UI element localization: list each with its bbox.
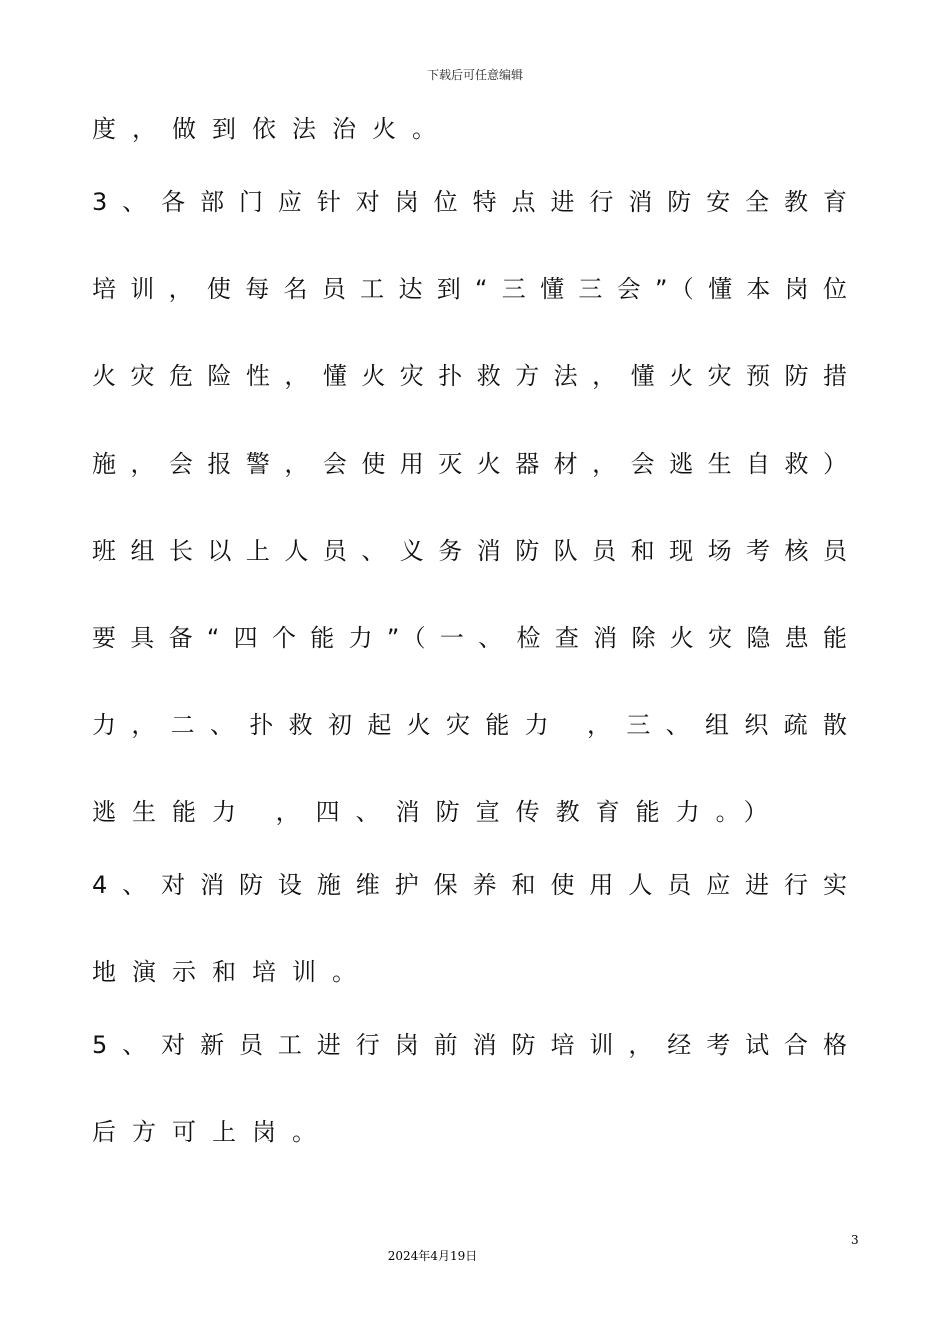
text-line: 3、各部门应针对岗位特点进行消防安全教育 — [92, 188, 847, 216]
page-footer-date: 2024年4月19日 — [387, 1249, 478, 1263]
text-line: 逃生能力 ，四、消防宣传教育能力。） — [92, 798, 784, 826]
text-line: 力，二、扑救初起火灾能力 ，三、组织疏散 — [92, 711, 847, 739]
text-line: 要具备“四个能力”（一、检查消除火灾隐患能 — [92, 624, 847, 652]
page-number: 3 — [851, 1233, 859, 1247]
text-line: 火灾危险性，懂火灾扑救方法，懂火灾预防措 — [92, 362, 847, 390]
text-line: 培训，使每名员工达到“三懂三会”（懂本岗位 — [92, 275, 847, 303]
text-line: 施，会报警，会使用灭火器材，会逃生自救） — [92, 450, 847, 478]
text-line: 4、对消防设施维护保养和使用人员应进行实 — [92, 871, 847, 899]
text-line: 度，做到依法治火。 — [92, 115, 452, 143]
text-line: 地演示和培训。 — [92, 958, 372, 986]
text-line: 班组长以上人员、义务消防队员和现场考核员 — [92, 537, 847, 565]
page-header: 下载后可任意编辑 — [426, 68, 523, 82]
text-line: 后方可上岗。 — [92, 1118, 332, 1146]
text-line: 5、对新员工进行岗前消防培训，经考试合格 — [92, 1031, 847, 1059]
